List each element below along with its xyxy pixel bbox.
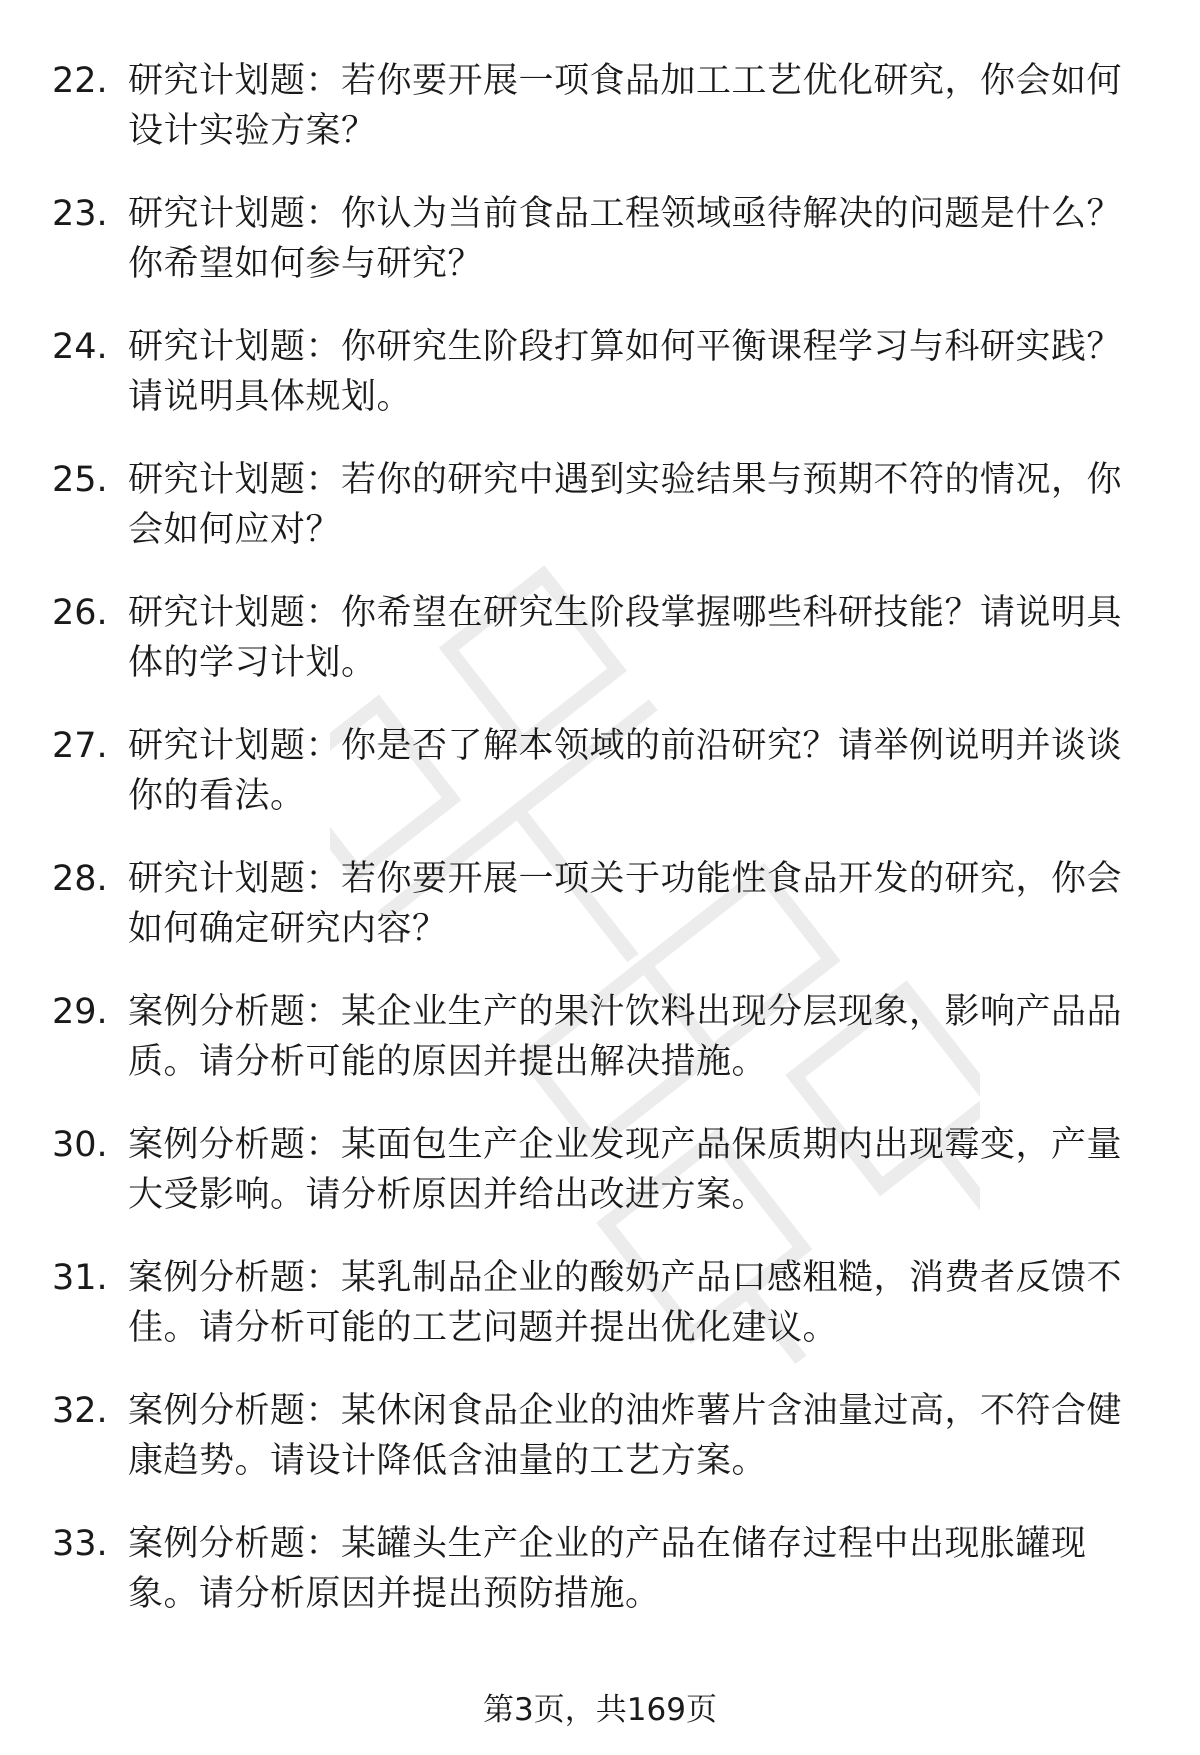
question-number: 23. (52, 194, 108, 234)
question-text: 研究计划题：你认为当前食品工程领域亟待解决的问题是什么？你希望如何参与研究？ (128, 194, 1123, 284)
question-number: 32. (52, 1391, 108, 1431)
question-item (52, 1519, 1152, 1652)
question-text: 案例分析题：某面包生产企业发现产品保质期内出现霉变，产量大受影响。请分析原因并给出改进方案。 (128, 1125, 1123, 1215)
question-text: 案例分析题：某罐头生产企业的产品在储存过程中出现胀罐现象。请分析原因并提出预防措施。 (128, 1524, 1087, 1614)
question-text: 研究计划题：若你要开展一项关于功能性食品开发的研究，你会如何确定研究内容？ (128, 859, 1123, 949)
question-number: 29. (52, 992, 108, 1032)
question-item (52, 721, 1152, 854)
question-item (52, 987, 1152, 1120)
question-text: 案例分析题：某企业生产的果汁饮料出现分层现象，影响产品品质。请分析可能的原因并提出解决措施。 (128, 992, 1123, 1082)
question-item (52, 1120, 1152, 1253)
question-item (52, 588, 1152, 721)
question-number: 26. (52, 593, 108, 633)
question-text: 案例分析题：某休闲食品企业的油炸薯片含油量过高，不符合健康趋势。请设计降低含油量的工艺方案。 (128, 1391, 1123, 1481)
question-text: 研究计划题：你是否了解本领域的前沿研究？请举例说明并谈谈你的看法。 (128, 726, 1123, 816)
page-number-label: 第3页，共169页 (483, 1692, 717, 1728)
question-number: 33. (52, 1524, 108, 1564)
question-item (52, 56, 1152, 189)
question-number: 31. (52, 1258, 108, 1298)
question-number: 24. (52, 327, 108, 367)
question-text: 研究计划题：若你要开展一项食品加工工艺优化研究，你会如何设计实验方案？ (128, 61, 1123, 151)
question-list (52, 56, 1152, 1652)
question-number: 25. (52, 460, 108, 500)
question-text: 案例分析题：某乳制品企业的酸奶产品口感粗糙，消费者反馈不佳。请分析可能的工艺问题并提出优化建议。 (128, 1258, 1123, 1348)
question-text: 研究计划题：你研究生阶段打算如何平衡课程学习与科研实践？请说明具体规划。 (128, 327, 1123, 417)
question-number: 28. (52, 859, 108, 899)
question-item (52, 455, 1152, 588)
question-item (52, 854, 1152, 987)
question-item (52, 189, 1152, 322)
question-number: 22. (52, 61, 108, 101)
page-footer (0, 1690, 1200, 1730)
question-text: 研究计划题：你希望在研究生阶段掌握哪些科研技能？请说明具体的学习计划。 (128, 593, 1123, 683)
question-number: 27. (52, 726, 108, 766)
question-item (52, 1253, 1152, 1386)
question-item (52, 1386, 1152, 1519)
question-text: 研究计划题：若你的研究中遇到实验结果与预期不符的情况，你会如何应对？ (128, 460, 1123, 550)
question-number: 30. (52, 1125, 108, 1165)
question-item (52, 322, 1152, 455)
